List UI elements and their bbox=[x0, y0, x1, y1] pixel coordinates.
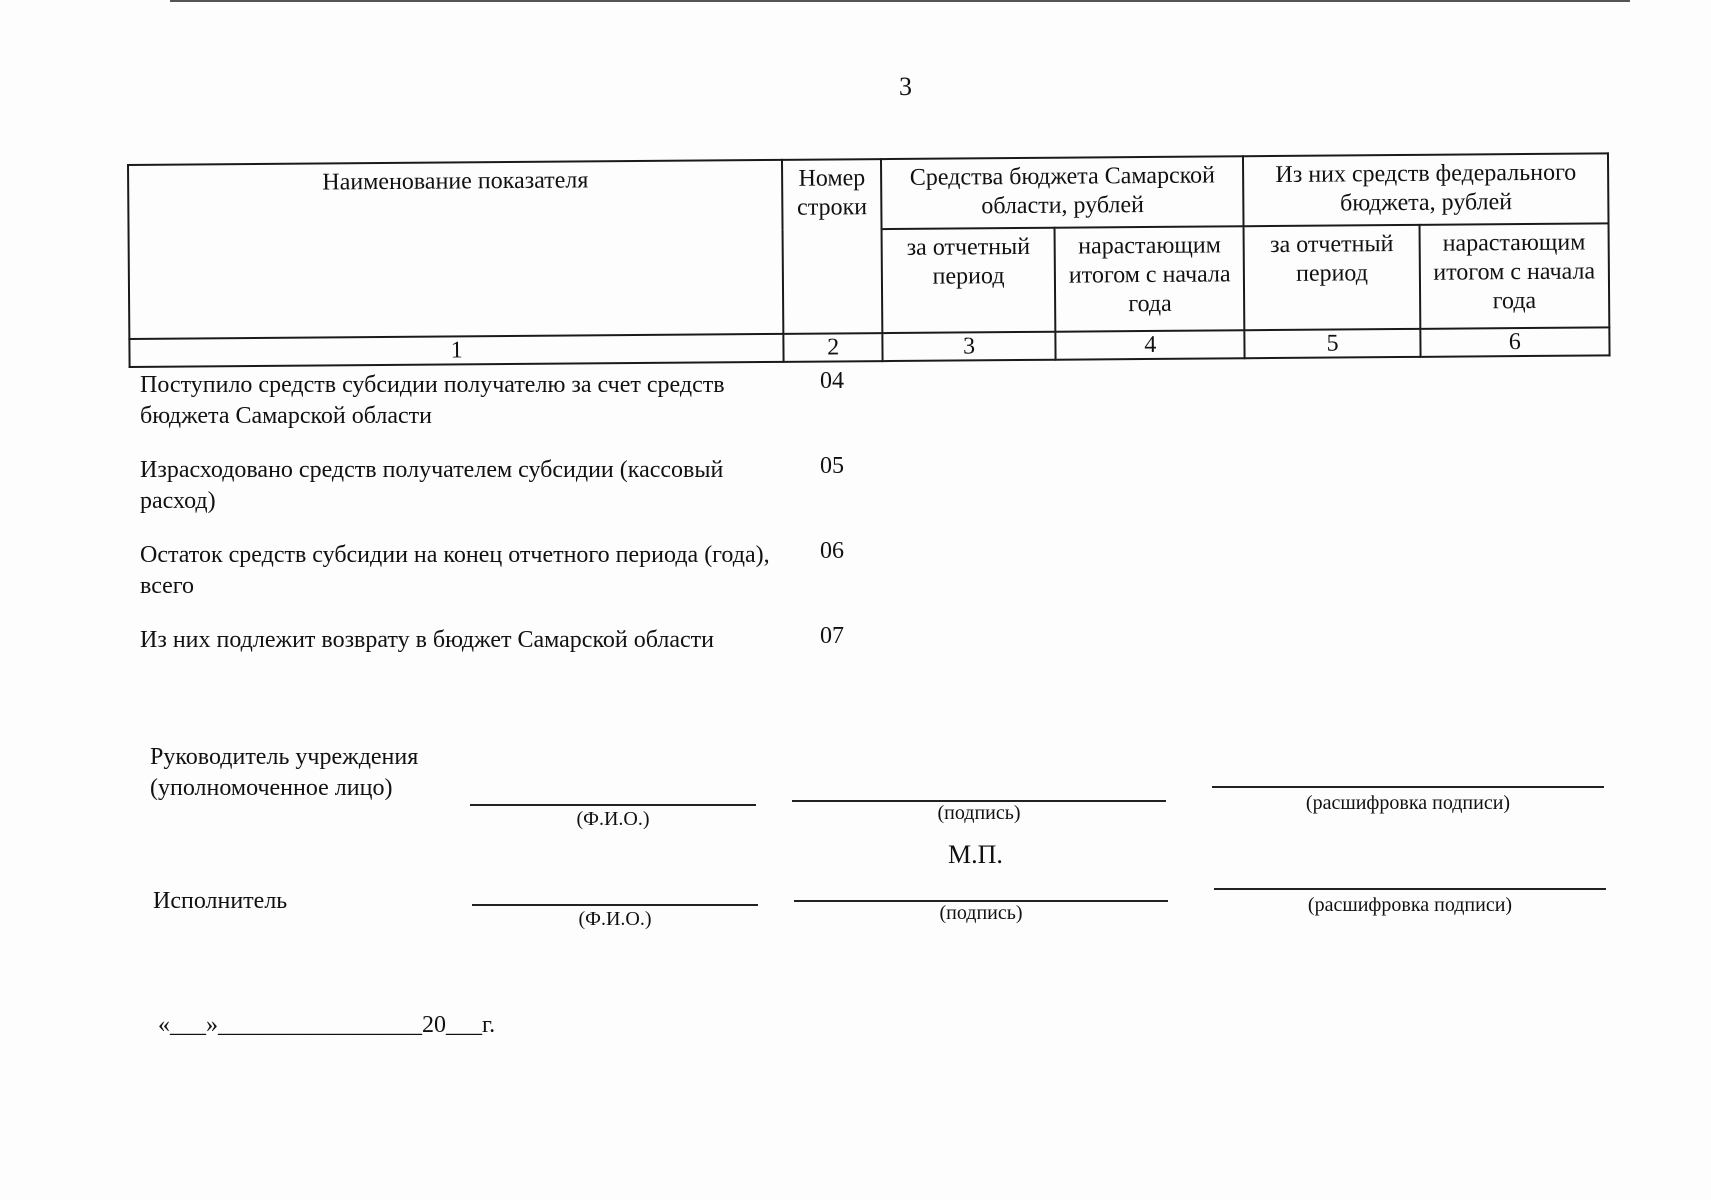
column-index-3: 3 bbox=[882, 332, 1055, 361]
header-indicator-name: Наименование показателя bbox=[128, 160, 784, 339]
header-regional-period: за отчетный период bbox=[882, 228, 1056, 333]
table-row bbox=[140, 540, 900, 625]
row-label: Остаток средств субсидии на конец отчетного периода (года), всего bbox=[140, 542, 770, 600]
head-fio-line[interactable] bbox=[470, 804, 756, 807]
report-table bbox=[127, 152, 1611, 368]
column-index-6: 6 bbox=[1420, 327, 1610, 356]
table-row bbox=[140, 370, 900, 455]
header-regional-budget: Средства бюджета Самарской области, рублей bbox=[881, 156, 1244, 229]
column-index-1: 1 bbox=[129, 334, 784, 367]
executor-signature-caption: (подпись) bbox=[939, 902, 1023, 924]
column-index-4: 4 bbox=[1056, 330, 1245, 359]
column-index-5: 5 bbox=[1245, 329, 1420, 358]
executor-fio-line[interactable] bbox=[472, 904, 758, 907]
table-row bbox=[140, 455, 900, 540]
head-signature-caption: (подпись) bbox=[937, 802, 1021, 824]
header-regional-cumulative: нарастающим итогом с начала года bbox=[1055, 226, 1245, 331]
header-federal-period: за отчетный период bbox=[1244, 225, 1420, 330]
date-line[interactable]: «___»_________________20___г. bbox=[158, 1012, 496, 1038]
row-code: 06 bbox=[820, 538, 844, 564]
row-code: 07 bbox=[820, 623, 844, 649]
page-number: 3 bbox=[899, 72, 912, 101]
executor-fio-caption: (Ф.И.О.) bbox=[578, 908, 652, 930]
row-code: 05 bbox=[820, 453, 844, 479]
table-row bbox=[140, 625, 900, 710]
top-edge-rule bbox=[170, 0, 1630, 2]
row-code: 04 bbox=[820, 368, 844, 394]
header-federal-budget: Из них средств федерального бюджета, рублей bbox=[1243, 153, 1608, 226]
head-decoding-line[interactable] bbox=[1212, 786, 1604, 789]
column-index-2: 2 bbox=[784, 333, 883, 362]
row-label: Поступило средств субсидии получателю за счет средств бюджета Самарской области bbox=[140, 372, 725, 430]
row-label: Израсходовано средств получателем субсидии (кассовый расход) bbox=[140, 457, 724, 515]
head-decoding-caption: (расшифровка подписи) bbox=[1305, 792, 1511, 814]
head-signature-label: Руководитель учреждения (уполномоченное лицо) bbox=[150, 744, 419, 802]
head-fio-caption: (Ф.И.О.) bbox=[576, 808, 650, 830]
executor-decoding-caption: (расшифровка подписи) bbox=[1307, 894, 1513, 916]
row-label: Из них подлежит возврату в бюджет Самарской области bbox=[140, 627, 714, 653]
indicator-rows bbox=[140, 370, 900, 710]
header-federal-cumulative: нарастающим итогом с начала года bbox=[1419, 223, 1609, 328]
header-line-number: Номер строки bbox=[782, 159, 882, 334]
executor-decoding-line[interactable] bbox=[1214, 888, 1606, 891]
stamp-place: М.П. bbox=[948, 840, 1003, 869]
executor-label: Исполнитель bbox=[153, 888, 288, 914]
